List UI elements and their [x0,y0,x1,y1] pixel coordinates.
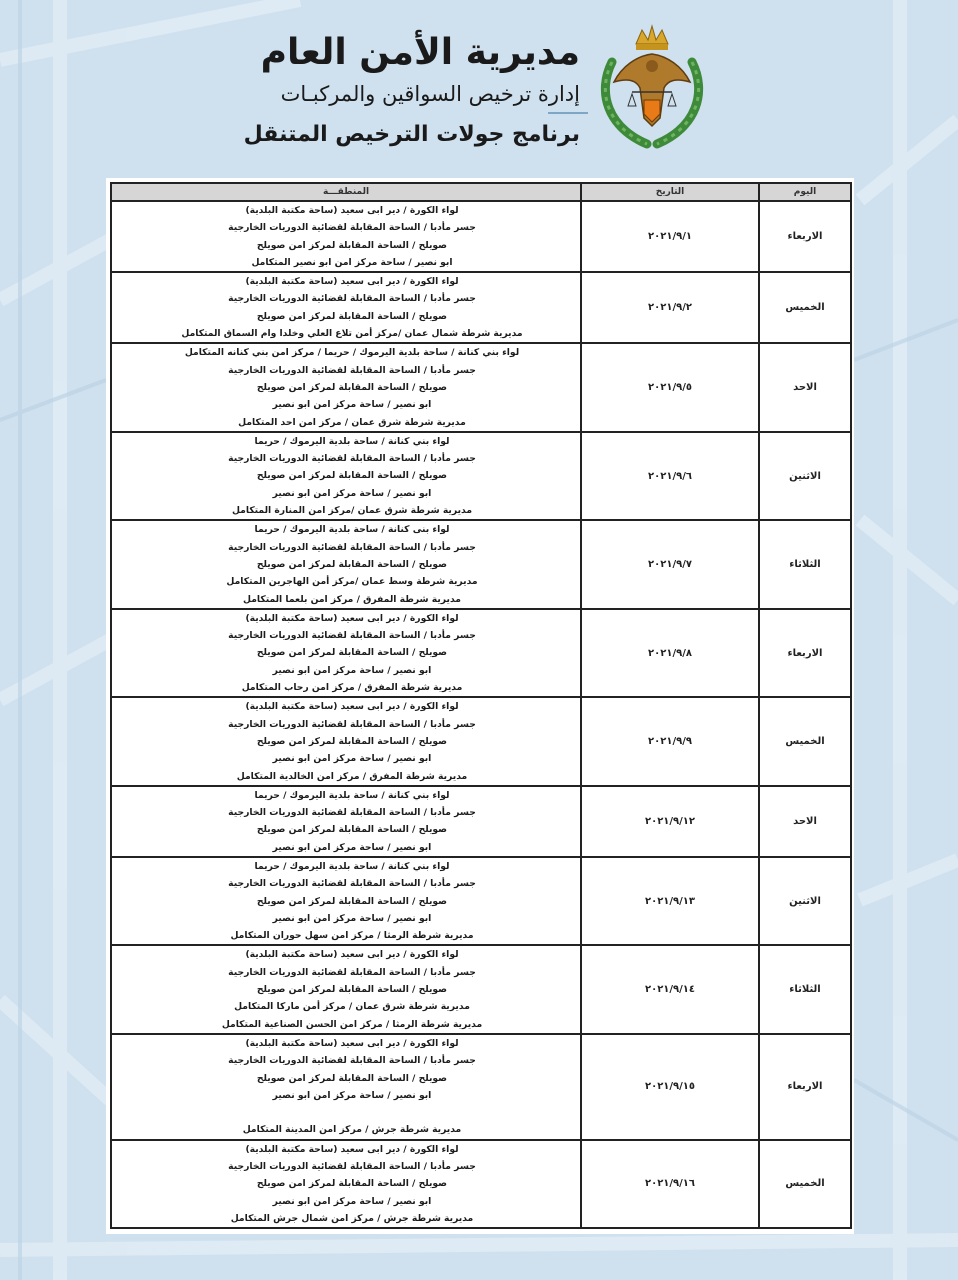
day-cell: الاربعاء [759,609,851,697]
area-line: ابو نصير / ساحة مركز امن ابو نصير [272,753,432,765]
area-line: جسر مأدبا / الساحة المقابلة لقضائية الدوريات الخارجية [228,541,476,553]
area-line: لواء بني كنانة / ساحة بلدية اليرموك / حريما [254,789,450,801]
area-line: لواء الكورة / دير ابى سعيد (ساحة مكتبة البلدية) [245,205,459,216]
table-row [111,609,851,697]
header-subtitle: إدارة ترخيص السواقين والمركبـات [280,82,580,106]
area-line: صويلح / الساحة المقابلة لمركز امن صويلح [256,647,448,659]
area-line [112,1104,580,1121]
date-cell: ٢٠٢١/٩/١٤ [581,945,759,1033]
area-line: ابو نصير / ساحة مركز امن ابو نصير [272,399,432,411]
day-cell: الاحد [759,786,851,857]
area-line: مديرية شرطة المفرق / مركز امن رحاب المتكامل [241,682,463,694]
area-line: مديرية شرطة الرمثا / مركز امن الحسن الصناعية المتكامل [221,1018,483,1030]
area-line: صويلح / الساحة المقابلة لمركز امن صويلح [256,470,448,482]
area-line: لواء بني كنانة / ساحة بلدية اليرموك / حريما [254,435,450,447]
date-cell: ٢٠٢١/٩/١٥ [581,1034,759,1140]
day-cell: الخميس [759,272,851,343]
table-row [111,432,851,520]
area-cell [111,697,581,785]
table-row [111,786,851,857]
day-cell: الاربعاء [759,201,851,272]
area-line: مديرية شرطة وسط عمان /مركز أمن الهاجرين المتكامل [226,576,478,588]
area-cell [111,1140,581,1228]
schedule-sheet [106,178,854,1234]
area-cell [111,786,581,857]
area-line: صويلح / الساحة المقابلة لمركز امن صويلح [256,310,448,322]
area-line: جسر مأدبا / الساحة المقابلة لقضائية الدوريات الخارجية [228,364,476,376]
header-divider [548,112,588,114]
area-line: جسر مأدبا / الساحة المقابلة لقضائية الدوريات الخارجية [228,878,476,890]
area-line: صويلح / الساحة المقابلة لمركز امن صويلح [256,1072,448,1084]
area-cell [111,520,581,608]
table-row [111,945,851,1033]
table-header-row [111,183,851,201]
area-line: صويلح / الساحة المقابلة لمركز امن صويلح [256,239,448,251]
licensing-schedule-table [110,182,852,1229]
area-line: ابو نصير / ساحة مركز امن ابو نصير [272,912,432,924]
area-line: صويلح / الساحة المقابلة لمركز امن صويلح [256,735,448,747]
area-line: جسر مأدبا / الساحة المقابلة لقضائية الدوريات الخارجية [228,718,476,730]
area-line: ابو نصير / ساحة مركز امن ابو نصير [272,841,432,853]
area-line: لواء الكورة / دير ابى سعيد (ساحة مكتبة البلدية) [245,1143,459,1155]
area-line: لواء بني كنانة / ساحة بلدية اليرموك / حريما / مركز امن بني كنانه المتكامل [184,347,520,359]
area-line: جسر مأدبا / الساحة المقابلة لقضائية الدوريات الخارجية [228,453,476,465]
area-line: لواء بنى كنانة / ساحة بلدية اليرموك / حريما [254,524,450,536]
area-line: صويلح / الساحة المقابلة لمركز امن صويلح [256,824,448,836]
area-line: مديرية شرطة جرش / مركز امن المدينة المتكامل [242,1124,462,1136]
date-cell: ٢٠٢١/٩/٥ [581,343,759,431]
day-cell: الخميس [759,1140,851,1228]
date-cell: ٢٠٢١/٩/١٣ [581,857,759,945]
area-cell [111,945,581,1033]
table-row [111,1034,851,1140]
header-program: برنامج جولات الترخيص المتنقل [243,122,580,147]
table-row [111,343,851,431]
area-line: ابو نصير / ساحة مركز امن ابو نصير [272,487,432,499]
date-cell: ٢٠٢١/٩/٩ [581,697,759,785]
table-row [111,520,851,608]
header-title: مديرية الأمن العام [260,32,580,73]
area-line: جسر مأدبا / الساحة المقابلة لقضائية الدوريات الخارجية [228,222,476,234]
area-line: مديرية شرطة شرق عمان /مركز امن المنارة المتكامل [231,505,473,517]
area-line: مديرية شرطة المفرق / مركز امن بلعما المتكامل [243,593,461,605]
date-cell: ٢٠٢١/٩/١ [581,201,759,272]
day-cell: الثلاثاء [759,945,851,1033]
area-line: جسر مأدبا / الساحة المقابلة لقضائية الدوريات الخارجية [228,1161,476,1173]
area-cell [111,609,581,697]
area-line: جسر مأدبا / الساحة المقابلة لقضائية الدوريات الخارجية [228,1055,476,1067]
day-cell: الاربعاء [759,1034,851,1140]
table-row [111,1140,851,1228]
day-cell: الثلاثاء [759,520,851,608]
table-row [111,857,851,945]
area-line: ابو نصير / ساحة مركز امن ابو نصير المتكامل [251,256,453,268]
area-line: ابو نصير / ساحة مركز امن ابو نصير [272,1195,432,1207]
date-cell: ٢٠٢١/٩/١٢ [581,786,759,857]
column-header-day: اليوم [759,183,851,201]
area-line: جسر مأدبا / الساحة المقابلة لقضائية الدوريات الخارجية [228,807,476,819]
area-line: لواء الكورة / دير ابى سعيد (ساحة مكتبة البلدية) [245,949,459,961]
area-line: مديرية شرطة جرش / مركز امن شمال جرش المتكامل [230,1212,474,1224]
area-line: ابو نصير / ساحة مركز امن ابو نصير [272,1089,432,1101]
day-cell: الاثنين [759,432,851,520]
public-security-emblem-icon [592,22,712,152]
column-header-area: المنطقـــة [111,183,581,201]
area-line: لواء الكورة / دير ابى سعيد (ساحة مكتبة البلدية) [245,612,459,624]
area-line: لواء الكورة / دير ابى سعيد (ساحة مكتبة البلدية) [245,701,459,713]
area-cell [111,1034,581,1140]
area-line: صويلح / الساحة المقابلة لمركز امن صويلح [256,381,448,393]
area-line: جسر مأدبا / الساحة المقابلة لقضائية الدوريات الخارجية [228,630,476,642]
date-cell: ٢٠٢١/٩/٦ [581,432,759,520]
date-cell: ٢٠٢١/٩/١٦ [581,1140,759,1228]
column-header-date: التاريخ [581,183,759,201]
date-cell: ٢٠٢١/٩/٧ [581,520,759,608]
area-line: لواء الكورة / دير ابى سعيد (ساحة مكتبة البلدية) [245,276,459,288]
area-cell [111,201,581,272]
table-row [111,201,851,272]
area-line: لواء الكورة / دير ابى سعيد (ساحة مكتبة البلدية) [245,1037,459,1049]
area-line: مديرية شرطة المفرق / مركز امن الخالدية المتكامل [236,770,468,782]
area-line: مديرية شرطة الرمثا / مركز امن سهل حوران المتكامل [230,930,474,942]
area-line: صويلح / الساحة المقابلة لمركز امن صويلح [256,1178,448,1190]
area-line: مديرية شرطة شمال عمان /مركز أمن تلاع العلي وخلدا وام السماق المتكامل [181,328,523,340]
area-line: جسر مأدبا / الساحة المقابلة لقضائية الدوريات الخارجية [228,293,476,305]
area-line: صويلح / الساحة المقابلة لمركز امن صويلح [256,558,448,570]
area-line: صويلح / الساحة المقابلة لمركز امن صويلح [256,895,448,907]
day-cell: الخميس [759,697,851,785]
table-row [111,272,851,343]
day-cell: الاحد [759,343,851,431]
date-cell: ٢٠٢١/٩/٢ [581,272,759,343]
area-line: لواء بني كنانة / ساحة بلدية اليرموك / حريما [254,860,450,872]
area-cell [111,432,581,520]
area-line: ابو نصير / ساحة مركز امن ابو نصير [272,664,432,676]
area-cell [111,343,581,431]
date-cell: ٢٠٢١/٩/٨ [581,609,759,697]
area-line: مديرية شرطة شرق عمان / مركز أمن ماركا المتكامل [234,1001,470,1013]
area-line: مديرية شرطة شرق عمان / مركز امن احد المتكامل [238,416,466,428]
day-cell: الاثنين [759,857,851,945]
table-row [111,697,851,785]
area-cell [111,272,581,343]
area-line: صويلح / الساحة المقابلة لمركز امن صويلح [256,984,448,996]
area-line: جسر مأدبا / الساحة المقابلة لقضائية الدوريات الخارجية [228,966,476,978]
page-header [0,0,958,175]
area-cell [111,857,581,945]
